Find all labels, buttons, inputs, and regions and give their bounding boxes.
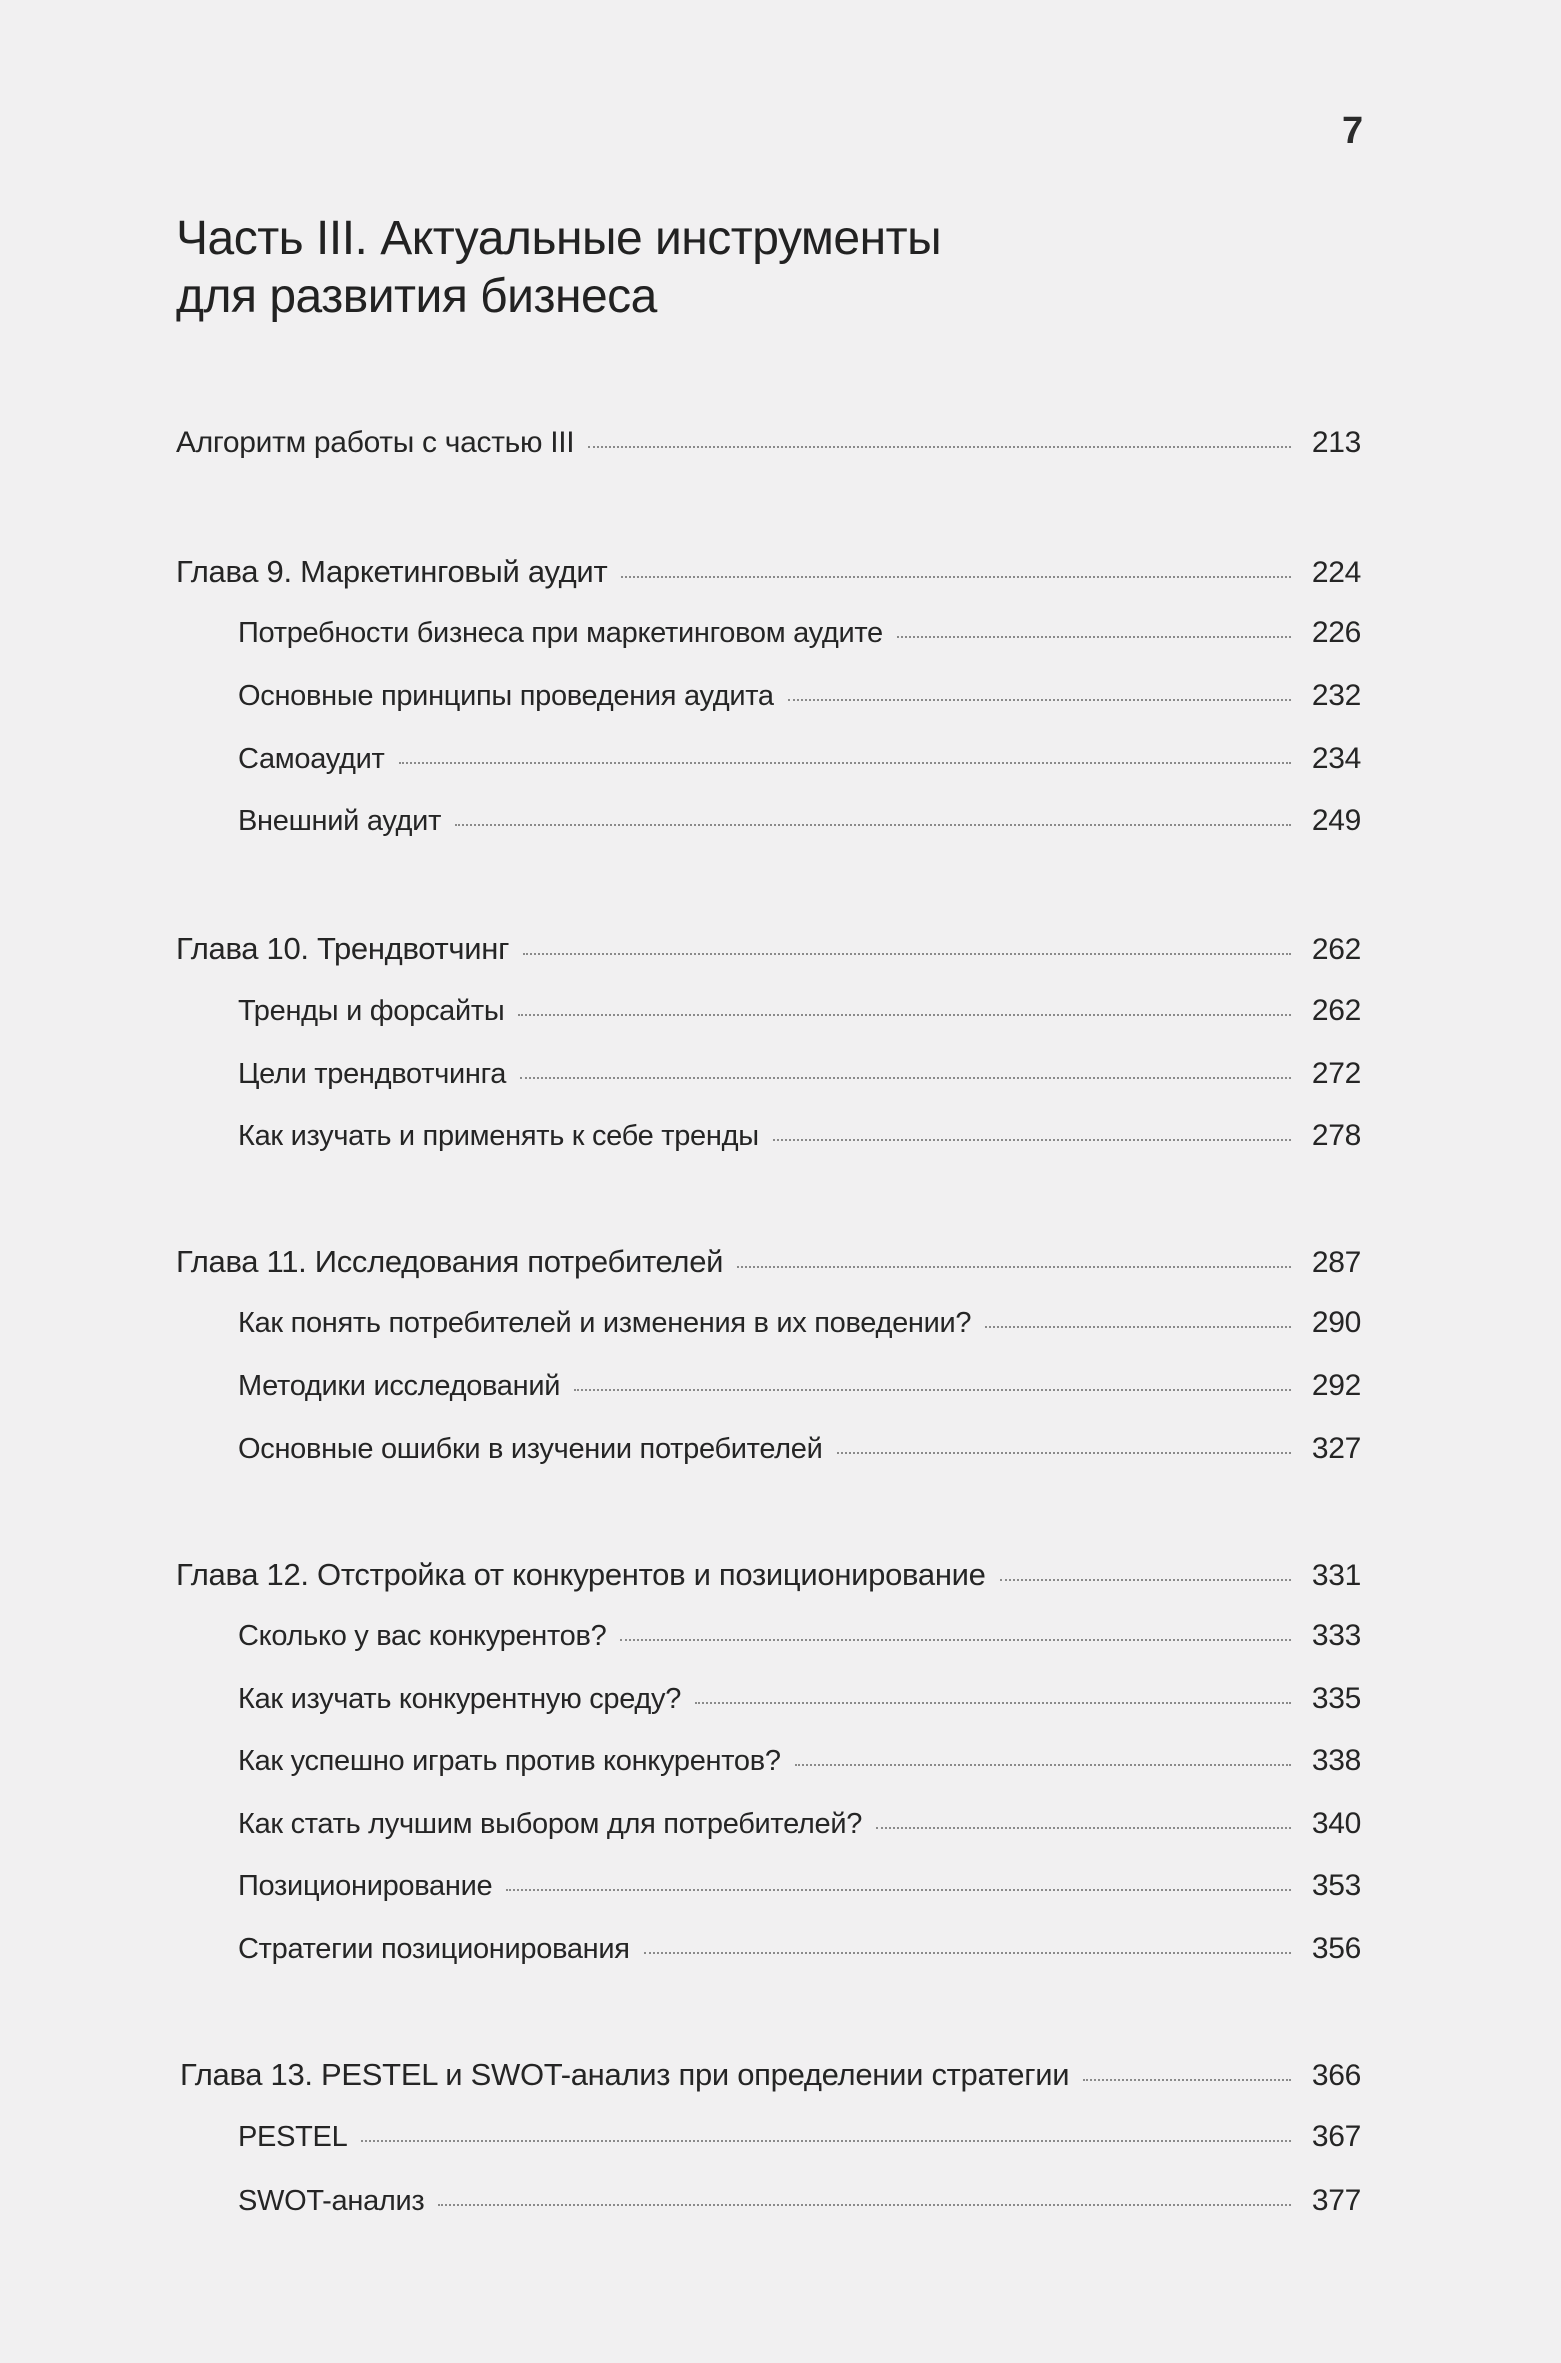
dot-leader — [985, 1326, 1291, 1328]
dot-leader — [574, 1389, 1291, 1391]
part-title — [176, 210, 941, 326]
dot-leader — [795, 1764, 1291, 1766]
toc-entry-title: Как стать лучшим выбором для потребителей? — [238, 1808, 863, 1840]
toc-entry-title: SWOT-анализ — [238, 2185, 425, 2217]
dot-leader — [520, 1077, 1291, 1079]
toc-entry-page: 331 — [1311, 1559, 1361, 1592]
dot-leader — [361, 2140, 1291, 2142]
toc-entry-title: Основные ошибки в изучении потребителей — [238, 1433, 823, 1465]
toc-section[interactable] — [238, 1369, 1361, 1409]
dot-leader — [1000, 1579, 1291, 1581]
toc-entry-title: Внешний аудит — [238, 805, 442, 837]
toc-entry-title: Основные принципы проведения аудита — [238, 680, 774, 712]
toc-entry-title: Как понять потребителей и изменения в их поведении? — [238, 1307, 972, 1339]
toc-entry-page: 292 — [1311, 1369, 1361, 1402]
dot-leader — [621, 576, 1291, 578]
dot-leader — [737, 1266, 1291, 1268]
toc-chapter-12[interactable] — [176, 1557, 1361, 1597]
toc-entry-page: 278 — [1311, 1119, 1361, 1152]
toc-section[interactable] — [238, 1869, 1361, 1909]
dot-leader — [438, 2204, 1291, 2206]
toc-entry-page: 335 — [1311, 1682, 1361, 1715]
dot-leader — [523, 953, 1291, 955]
toc-entry-page: 340 — [1311, 1807, 1361, 1840]
dot-leader — [695, 1702, 1291, 1704]
dot-leader — [644, 1952, 1291, 1954]
dot-leader — [897, 636, 1291, 638]
toc-entry-title: Как изучать конкурентную среду? — [238, 1683, 682, 1715]
toc-entry-title: Глава 11. Исследования потребителей — [176, 1244, 724, 1279]
part-title-line2: для развития бизнеса — [176, 270, 657, 323]
toc-entry-title: Глава 13. PESTEL и SWOT-анализ при определении стратегии — [180, 2057, 1070, 2092]
dot-leader — [837, 1452, 1291, 1454]
dot-leader — [506, 1889, 1291, 1891]
toc-entry-page: 366 — [1311, 2059, 1361, 2092]
toc-section[interactable] — [238, 1432, 1361, 1472]
toc-entry-title: Алгоритм работы с частью III — [176, 426, 575, 459]
toc-section[interactable] — [238, 994, 1361, 1034]
toc-entry-page: 224 — [1311, 556, 1361, 589]
dot-leader — [620, 1639, 1291, 1641]
toc-entry-page: 377 — [1311, 2184, 1361, 2217]
dot-leader — [588, 446, 1291, 448]
toc-entry-title: Самоаудит — [238, 743, 385, 775]
toc-entry-page: 262 — [1311, 994, 1361, 1027]
toc-section[interactable] — [238, 2120, 1361, 2160]
toc-section[interactable] — [238, 616, 1361, 656]
page-number: 7 — [1342, 110, 1364, 152]
toc-section[interactable] — [238, 1119, 1361, 1159]
toc-entry-page: 353 — [1311, 1869, 1361, 1902]
dot-leader — [399, 762, 1291, 764]
toc-entry-page: 262 — [1311, 933, 1361, 966]
dot-leader — [1083, 2079, 1291, 2081]
toc-entry-page: 232 — [1311, 679, 1361, 712]
toc-section[interactable] — [238, 2184, 1361, 2224]
toc-entry-page: 213 — [1311, 426, 1361, 459]
toc-entry-page: 367 — [1311, 2120, 1361, 2153]
toc-entry-page: 249 — [1311, 804, 1361, 837]
toc-chapter-13[interactable] — [180, 2057, 1361, 2097]
toc-section[interactable] — [238, 1057, 1361, 1097]
toc-section[interactable] — [238, 1807, 1361, 1847]
toc-section[interactable] — [238, 1619, 1361, 1659]
toc-entry-title: Позиционирование — [238, 1870, 493, 1902]
toc-section[interactable] — [238, 1932, 1361, 1972]
toc-entry-title: Глава 10. Трендвотчинг — [176, 931, 510, 966]
toc-entry-title: Цели трендвотчинга — [238, 1058, 507, 1090]
toc-entry-title: PESTEL — [238, 2121, 348, 2153]
toc-entry-page: 327 — [1311, 1432, 1361, 1465]
toc-entry-title: Тренды и форсайты — [238, 995, 505, 1027]
toc-entry-title: Глава 12. Отстройка от конкурентов и позиционирование — [176, 1557, 986, 1592]
toc-section[interactable] — [238, 742, 1361, 782]
toc-entry-page: 234 — [1311, 742, 1361, 775]
toc-section[interactable] — [238, 1682, 1361, 1722]
toc-entry-title: Как изучать и применять к себе тренды — [238, 1120, 759, 1152]
toc-entry-title: Сколько у вас конкурентов? — [238, 1620, 607, 1652]
toc-section[interactable] — [238, 1744, 1361, 1784]
toc-section[interactable] — [238, 1306, 1361, 1346]
toc-chapter-9[interactable] — [176, 554, 1361, 594]
toc-section[interactable] — [238, 804, 1361, 844]
toc-entry-page: 272 — [1311, 1057, 1361, 1090]
toc-entry-title: Глава 9. Маркетинговый аудит — [176, 554, 608, 589]
toc-entry-title: Методики исследований — [238, 1370, 561, 1402]
toc-entry-page: 226 — [1311, 616, 1361, 649]
dot-leader — [876, 1827, 1291, 1829]
toc-entry-algorithm[interactable] — [176, 426, 1361, 466]
toc-entry-page: 290 — [1311, 1306, 1361, 1339]
toc-chapter-10[interactable] — [176, 931, 1361, 971]
toc-section[interactable] — [238, 679, 1361, 719]
toc-entry-page: 356 — [1311, 1932, 1361, 1965]
toc-entry-page: 287 — [1311, 1246, 1361, 1279]
dot-leader — [773, 1139, 1291, 1141]
toc-entry-title: Как успешно играть против конкурентов? — [238, 1745, 781, 1777]
toc-entry-page: 333 — [1311, 1619, 1361, 1652]
toc-chapter-11[interactable] — [176, 1244, 1361, 1284]
dot-leader — [518, 1014, 1291, 1016]
toc-entry-title: Стратегии позиционирования — [238, 1933, 630, 1965]
part-title-line1: Часть III. Актуальные инструменты — [176, 212, 942, 265]
dot-leader — [788, 699, 1291, 701]
toc-entry-title: Потребности бизнеса при маркетинговом аудите — [238, 617, 883, 649]
dot-leader — [455, 824, 1291, 826]
toc-entry-page: 338 — [1311, 1744, 1361, 1777]
